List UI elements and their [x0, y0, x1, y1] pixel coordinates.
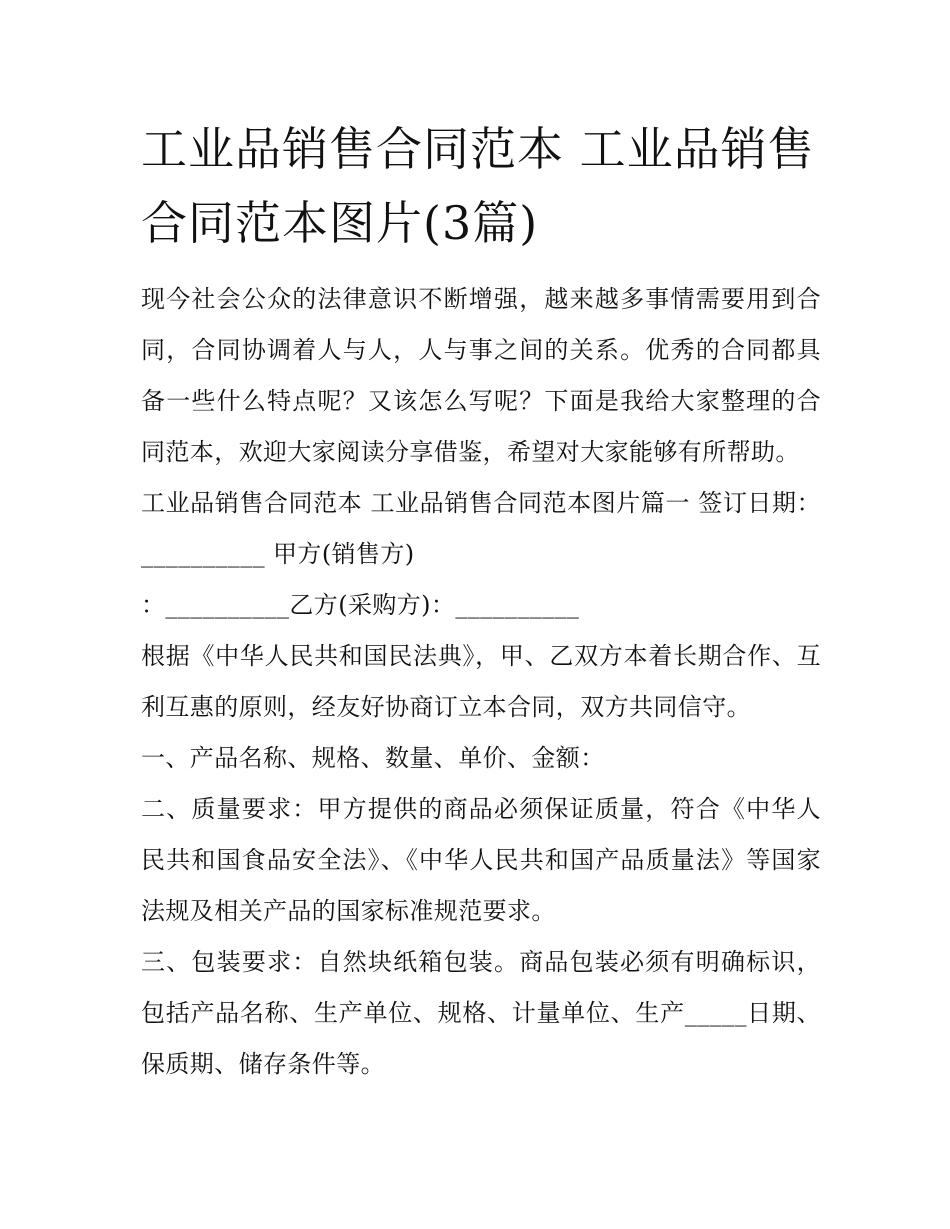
paragraph-intro: 现今社会公众的法律意识不断增强，越来越多事情需要用到合同，合同协调着人与人，人与事之间的关系。优秀的合同都具备一些什么特点呢？又该怎么写呢？下面是我给大家整理的合同范本，欢迎大家阅读分享借鉴，希望对大家能够有所帮助。 [141, 285, 821, 466]
document-title: 工业品销售合同范本 工业品销售合同范本图片(3篇) [141, 122, 815, 250]
paragraph-contract-heading: 工业品销售合同范本 工业品销售合同范本图片篇一 签订日期：__________ 甲方(销售方) [141, 489, 821, 568]
paragraph-buyer-line: ：__________乙方(采购方)：__________ [141, 591, 580, 619]
paragraph-clause-3: 三、包装要求：自然块纸箱包装。商品包装必须有明确标识，包括产品名称、生产单位、规格、计量单位、生产_____日期、保质期、储存条件等。 [141, 948, 821, 1078]
paragraph-legal-basis: 根据《中华人民共和国民法典》，甲、乙双方本着长期合作、互利互惠的原则，经友好协商订立本合同，双方共同信守。 [141, 642, 821, 721]
paragraph-clause-2: 二、质量要求：甲方提供的商品必须保证质量，符合《中华人民共和国食品安全法》、《中华人民共和国产品质量法》等国家法规及相关产品的国家标准规范要求。 [141, 795, 821, 925]
document-body [141, 274, 821, 1090]
paragraph-clause-1: 一、产品名称、规格、数量、单价、金额： [141, 744, 605, 772]
